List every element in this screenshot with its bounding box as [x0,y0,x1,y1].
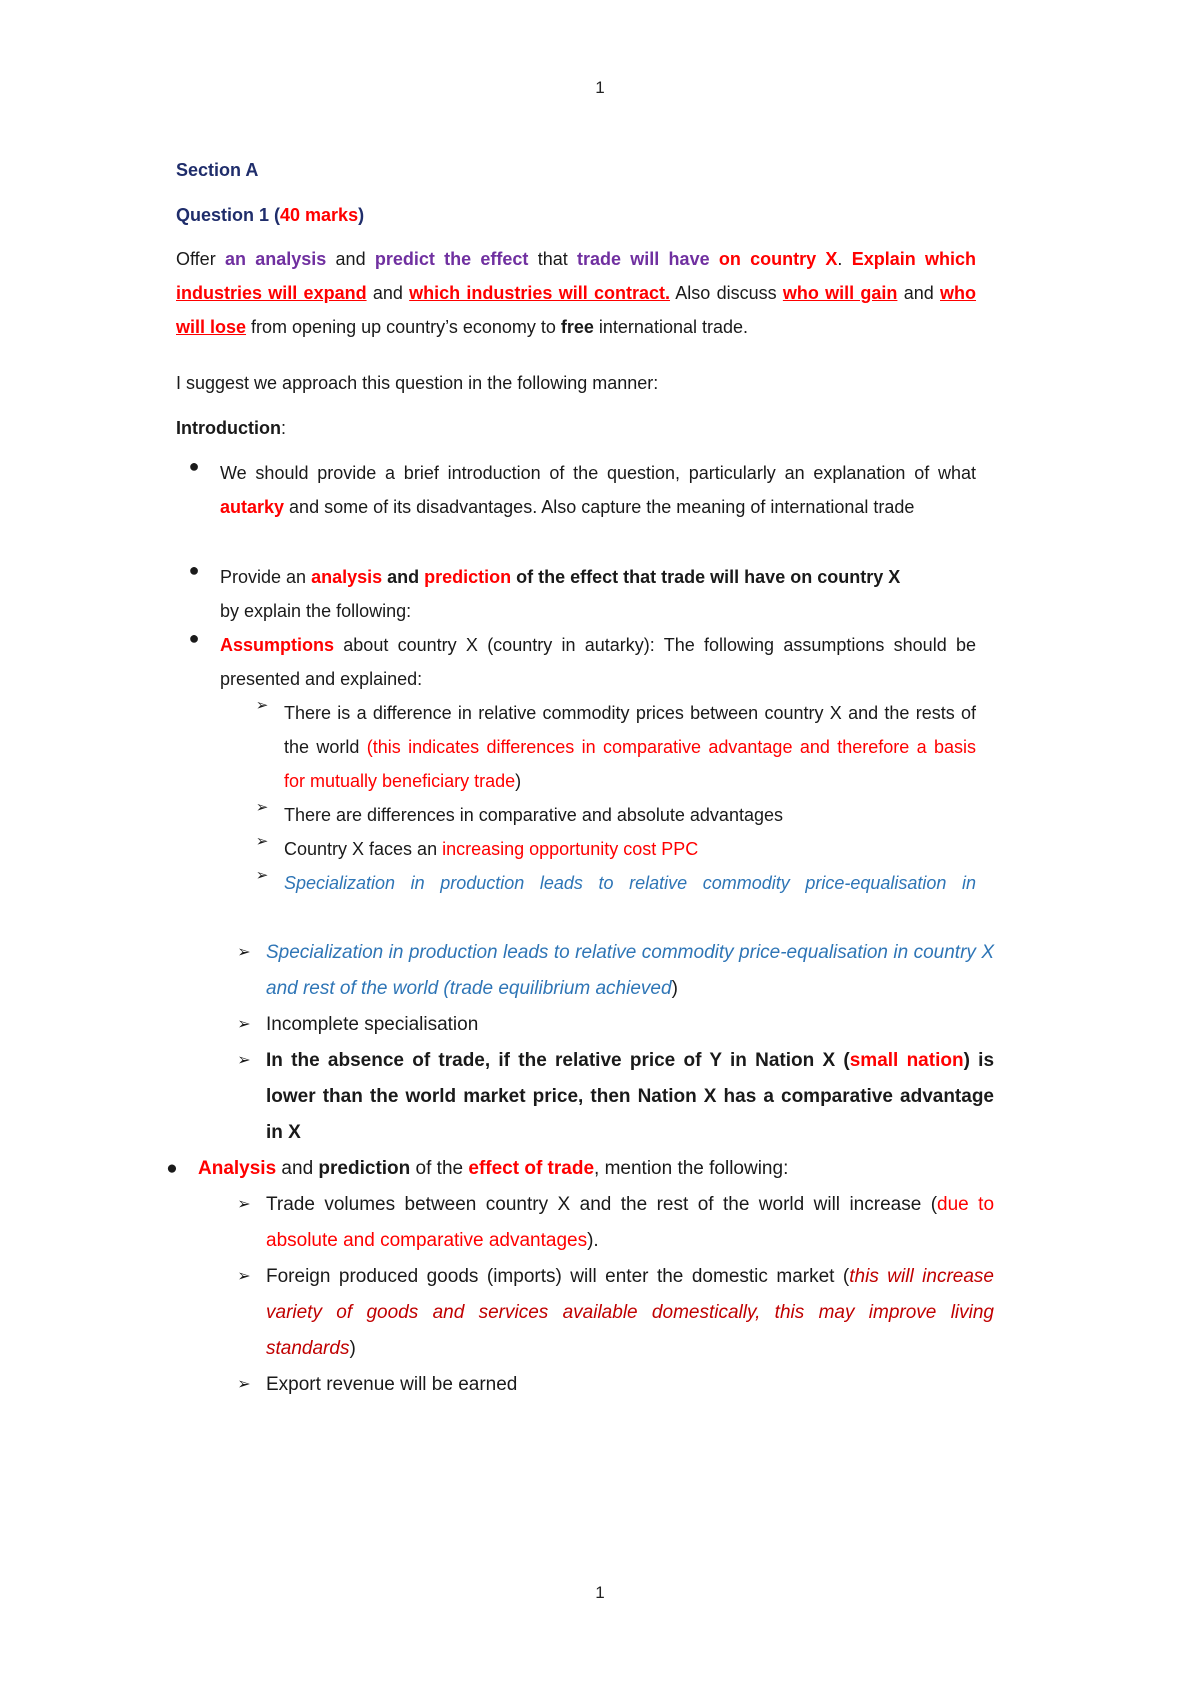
continued-text: Specialization in production leads to relative commodity price-equalisation in country X and rest of the world (trade equilibrium achieved [266,942,994,999]
prompt-text: that [528,249,577,269]
effect-1 [266,1187,994,1259]
prediction-term: prediction [318,1158,411,1179]
arrow-icon: ➢ [237,944,251,961]
continued-text: In the absence of trade, if the relative price of Y in Nation X ( [266,1050,850,1071]
arrow-icon: ➢ [255,867,269,884]
assumptions-term: Assumptions [220,635,335,655]
prompt-text: and [366,283,410,303]
prompt-text: from opening up country’s economy to [246,317,561,337]
continued-3 [266,1043,994,1151]
question-prompt [176,242,976,344]
bullet-text: Provide an [220,567,312,587]
continued-1 [266,935,994,1007]
bullet-text: and [276,1158,319,1179]
assumption-1 [284,696,976,798]
assumption-text: ) [515,771,522,791]
bullet-icon: ● [188,456,200,476]
prompt-text: and [326,249,375,269]
assumption-4: Specialization in production leads to relative commodity price-equalisation in [284,873,976,893]
bullet-text: and [382,567,425,587]
arrow-icon: ➢ [255,697,269,714]
page-number-top: 1 [595,78,605,97]
prompt-lose: who will lose [176,283,977,337]
prompt-explain: Explain which [851,249,976,269]
intro-bullet-3 [220,628,976,696]
arrow-icon: ➢ [255,833,269,850]
bullet-text: of the effect that trade will have on country X [511,567,901,587]
effect-text: ). [587,1230,599,1251]
prompt-predict: predict the effect [374,249,529,269]
prompt-expand: industries will expand [176,283,367,303]
assumption-note: (this indicates differences in comparative advantage and therefore a basis for mutually beneficiary trade [284,737,977,791]
effect-text: Trade volumes between country X and the rest of the world will increase ( [266,1194,938,1215]
intro-bullet-2 [220,560,976,628]
prompt-text: Also discuss [670,283,783,303]
arrow-icon: ➢ [255,799,269,816]
bullet-text: by explain the following: [220,601,412,621]
question-close: ) [358,205,365,225]
analysis-bullet [198,1151,994,1187]
question-heading [176,198,976,232]
effect-text: Foreign produced goods (imports) will enter the domestic market ( [266,1266,850,1287]
arrow-icon: ➢ [237,1016,251,1033]
intro-colon: : [280,418,286,438]
assumption-note: increasing opportunity cost PPC [442,839,699,859]
prompt-analysis: an analysis [224,249,327,269]
analysis-term: analysis [311,567,383,587]
prompt-trade: trade will have [577,249,710,269]
page-number-bottom: 1 [595,1583,605,1602]
bullet-text: , mention the following: [594,1158,789,1179]
prompt-gain: who will gain [782,283,898,303]
assumption-text: Country X faces an [284,839,443,859]
arrow-icon: ➢ [237,1376,251,1393]
effect-note: due to absolute and comparative advantages [266,1194,995,1251]
prediction-term: prediction [424,567,512,587]
prompt-contract: which industries will contract. [409,283,671,303]
small-nation-term: small nation [849,1050,964,1071]
assumption-3 [284,832,976,866]
continued-text: ) [671,978,678,999]
prompt-text: and [903,283,941,303]
arrow-icon: ➢ [237,1196,251,1213]
continued-text: ) is lower than the world market price, then Nation X has a comparative advantage in X [266,1050,995,1143]
section-title: Section A [176,160,259,180]
continued-2: Incomplete specialisation [266,1014,479,1035]
intro-heading-text: Introduction [176,418,281,438]
intro-bullet-1 [220,456,976,524]
assumption-2: There are differences in comparative and absolute advantages [284,805,783,825]
bullet-text: We should provide a brief introduction of the question, particularly an explanation of what [220,463,976,483]
bullet-text: and some of its disadvantages. Also capture the meaning of international trade [284,497,915,517]
autarky-term: autarky [220,497,285,517]
effect-2 [266,1259,994,1367]
question-label: Question 1 ( [176,205,281,225]
bullet-icon: ● [188,560,200,580]
bullet-icon: ● [166,1158,178,1179]
prompt-text: Offer [176,249,225,269]
prompt-free: free [560,317,594,337]
effect-term: effect of trade [468,1158,595,1179]
effect-3: Export revenue will be earned [266,1374,518,1395]
arrow-icon: ➢ [237,1052,251,1069]
assumption-text: There is a difference in relative commodity prices between country X and the rests of the world [284,703,976,757]
prompt-text: . [837,249,852,269]
prompt-country: on country X [709,249,838,269]
intro-heading [176,411,976,445]
bullet-icon: ● [188,628,200,648]
effect-text: ) [349,1338,356,1359]
prompt-text: international trade. [593,317,749,337]
effect-note: this will increase variety of goods and services available domestically, this may improve living standards [266,1266,994,1359]
bullet-text: of the [410,1158,469,1179]
analysis-term: Analysis [198,1158,277,1179]
suggest-line: I suggest we approach this question in the following manner: [176,373,659,393]
arrow-icon: ➢ [237,1268,251,1285]
question-marks: 40 marks [280,205,359,225]
bullet-text: about country X (country in autarky): The following assumptions should be presented and explained: [220,635,976,689]
